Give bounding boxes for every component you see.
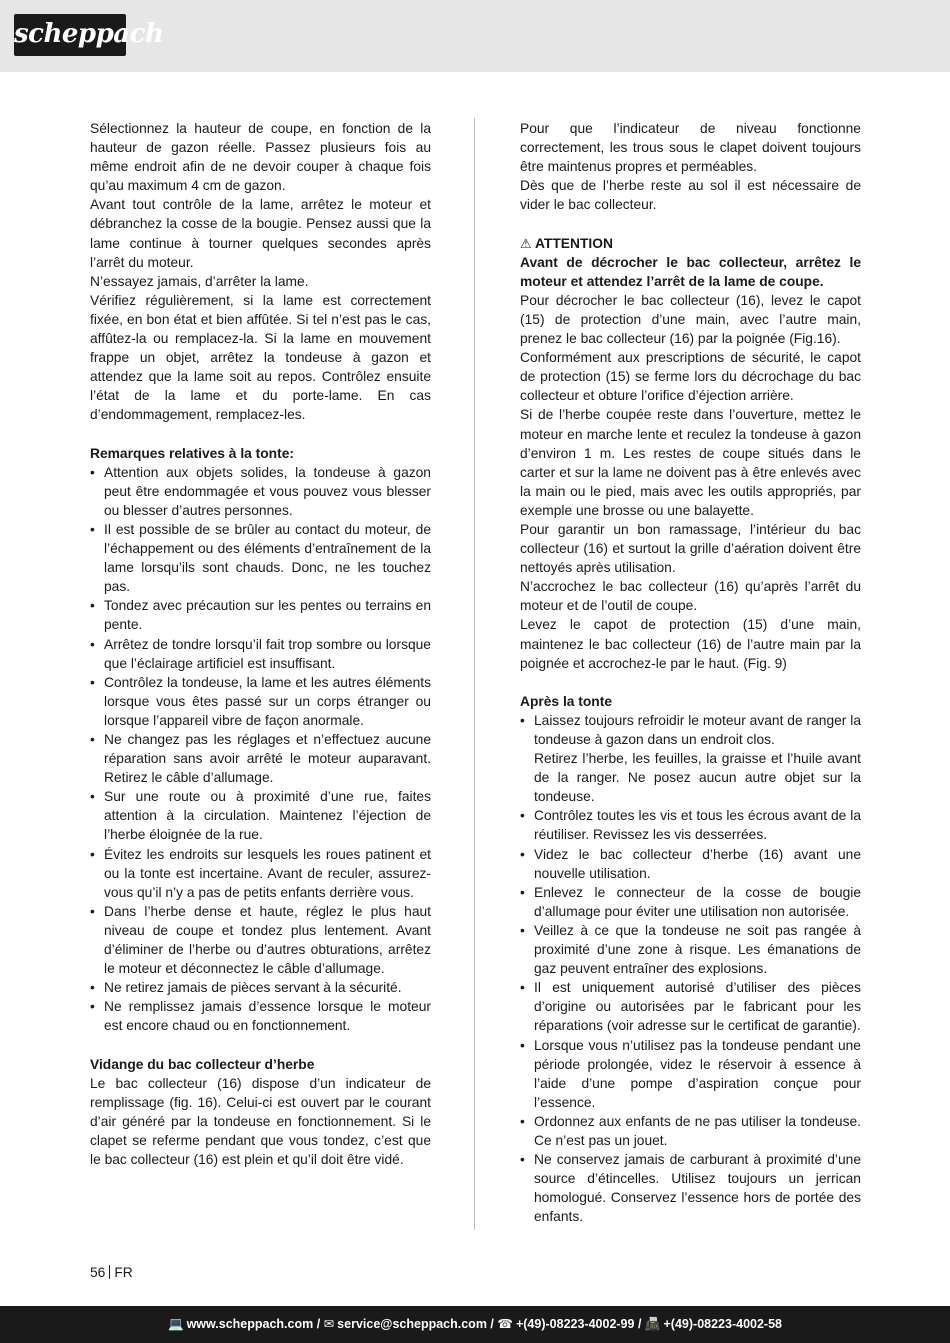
remarks-list — [90, 463, 431, 1036]
separator: / — [637, 1317, 642, 1331]
fax-number: +(49)-08223-4002-58 — [663, 1317, 782, 1331]
paragraph: Pour garantir un bon ramassage, l’intérieur du bac collecteur (16) et surtout la grille d’aération doivent être nettoyés après utilisation. — [520, 521, 861, 576]
section-heading-remarks: Remarques relatives à la tonte: — [90, 445, 294, 461]
website-link[interactable]: www.scheppach.com — [186, 1317, 314, 1331]
mail-icon: ✉ — [323, 1317, 335, 1331]
paragraph: Sélectionnez la hauteur de coupe, en fonction de la hauteur de gazon réelle. Passez plusieurs fois au même endroit afin de ne devoir couper à chaque fois qu’au maximum 4 cm de gazon. — [90, 121, 431, 194]
separator: / — [316, 1317, 321, 1331]
list-item: • Lorsque vous n’utilisez pas la tondeuse pendant une période prolongée, videz le réservoir à essence à l’aide d’une pompe d’aspiration conçue pour l’essence. — [520, 1036, 861, 1112]
separator: / — [490, 1317, 494, 1331]
list-item: • Ne remplissez jamais d’essence lorsque le moteur est encore chaud ou en fonctionnement. — [90, 997, 431, 1035]
paragraph: N’accrochez le bac collecteur (16) qu’après l’arrêt du moteur et de l’outil de coupe. — [520, 579, 861, 614]
list-item: • Videz le bac collecteur d’herbe (16) avant une nouvelle utilisation. — [520, 845, 861, 883]
list-item-text: Laissez toujours refroidir le moteur avant de ranger la tondeuse à gazon dans un endroit clos. — [534, 712, 861, 747]
list-item: • Sur une route ou à proximité d’une rue, faites attention à la circulation. Maintenez l’éjection de l’herbe éloignée de la rue. — [90, 787, 431, 844]
page-number-value: 56 — [90, 1265, 106, 1280]
warning-icon: ⚠ — [520, 235, 532, 251]
phone-number: +(49)-08223-4002-99 — [515, 1317, 635, 1331]
paragraph: Pour décrocher le bac collecteur (16), levez le capot (15) de protection d’une main, avec l’autre main, prenez le bac collecteur (16) par la poignée (Fig.16). — [520, 292, 861, 347]
paragraph: Si de l’herbe coupée reste dans l’ouverture, mettez le moteur en marche lente et reculez la tondeuse à gazon d’environ 1 m. Les restes de coupe situés dans le carter et sur la lame ne doivent pas à être enlevés avec la main ou le pied, mais avec les outils appropriés, par exemple une brosse ou une balayette. — [520, 407, 861, 518]
list-item: • Dans l’herbe dense et haute, réglez le plus haut niveau de coupe et tondez plus lentement. Avant d’éliminer de l’herbe ou d’autres obturations, arrêtez le moteur et déconnectez le câble d’allumage. — [90, 902, 431, 978]
left-column — [90, 119, 431, 1169]
list-item: • Enlevez le connecteur de la cosse de bougie d’allumage pour éviter une utilisation non autorisée. — [520, 883, 861, 921]
section-heading-emptying: Vidange du bac collecteur d’herbe — [90, 1056, 315, 1072]
attention-label: ATTENTION — [534, 235, 613, 251]
attention-bold-text: Avant de décrocher le bac collecteur, arrêtez le moteur et attendez l’arrêt de la lame de coupe. — [520, 254, 861, 289]
right-column — [520, 119, 861, 1226]
section-heading-after: Après la tonte — [520, 693, 612, 709]
brand-logo: scheppach — [14, 14, 126, 56]
list-item — [520, 711, 861, 806]
list-item: • Ne conservez jamais de carburant à proximité d’une source d’étincelles. Utilisez toujours un jerrican homologué. Conservez l’essence hors de portée des enfants. — [520, 1150, 861, 1226]
contact-footer — [0, 1306, 950, 1343]
list-item: • Veillez à ce que la tondeuse ne soit pas rangée à proximité d’une zone à risque. Les émanations de gaz peuvent entraîner des explosions. — [520, 921, 861, 978]
paragraph: Pour que l’indicateur de niveau fonctionne correctement, les trous sous le clapet doivent toujours être maintenus propres et perméables. — [520, 121, 861, 175]
after-list — [520, 711, 861, 1227]
list-item: • Contrôlez la tondeuse, la lame et les autres éléments lorsque vous êtes passé sur un corps étranger ou lorsque l’appareil vibre de façon anormale. — [90, 673, 431, 730]
paragraph: Dès que de l’herbe reste au sol il est nécessaire de vider le bac collecteur. — [520, 178, 861, 213]
fax-icon: 📠 — [644, 1317, 661, 1331]
paragraph: Vérifiez régulièrement, si la lame est correctement fixée, en bon état et bien affûtée. Si tel n’est pas le cas, affûtez-la ou remplacez-la. Si la lame en mouvement frappe un objet, arrêtez la tondeuse à gazon et attendez que la lame soit au repos. Contrôlez ensuite l’état de la lame et du porte-lame. En cas d’endommagement, remplacez-les. — [90, 292, 431, 423]
email-link[interactable]: service@scheppach.com — [337, 1317, 487, 1331]
list-item: • Contrôlez toutes les vis et tous les écrous avant de la réutiliser. Revissez les vis desserrées. — [520, 806, 861, 844]
paragraph: N’essayez jamais, d’arrêter la lame. — [90, 273, 309, 289]
list-item: • Évitez les endroits sur lesquels les roues patinent et ou la tonte est incertaine. Avant de reculer, assurez-vous qu’il n’y a pas de petits enfants derrière vous. — [90, 845, 431, 902]
column-divider — [474, 118, 475, 1230]
list-item: • Tondez avec précaution sur les pentes ou terrains en pente. — [90, 596, 431, 634]
paragraph: Conformément aux prescriptions de sécurité, le capot de protection (15) se ferme lors du décrochage du bac collecteur et obture l’orifice d’éjection arrière. — [520, 350, 861, 404]
paragraph: Avant tout contrôle de la lame, arrêtez le moteur et débranchez la cosse de la bougie. Pensez aussi que la lame continue à tourner quelques secondes après l’arrêt du moteur. — [90, 197, 431, 270]
list-item-text: Retirez l’herbe, les feuilles, la graisse et l’huile avant de la ranger. Ne posez aucun autre objet sur la tondeuse. — [534, 751, 861, 805]
list-item: • Arrêtez de tondre lorsqu’il fait trop sombre ou lorsque que l’éclairage artificiel est insuffisant. — [90, 635, 431, 673]
list-item: • Il est uniquement autorisé d’utiliser des pièces d’origine ou autorisées par le fabricant pour les réparations (voir adresse sur le certificat de garantie). — [520, 978, 861, 1035]
computer-icon: 💻 — [168, 1317, 184, 1331]
page-number — [90, 1265, 133, 1280]
attention-heading — [520, 234, 861, 253]
list-item: • Ordonnez aux enfants de ne pas utiliser la tondeuse. Ce n’est pas un jouet. — [520, 1112, 861, 1150]
list-item: • Ne retirez jamais de pièces servant à la sécurité. — [90, 978, 431, 997]
paragraph: Levez le capot de protection (15) d’une main, maintenez le bac collecteur (16) de l’autre main par la poignée et accrochez-le par le haut. (Fig. 9) — [520, 617, 861, 671]
paragraph: Le bac collecteur (16) dispose d’un indicateur de remplissage (fig. 16). Celui-ci est ouvert par le courant d’air généré par la tondeuse en fonctionnement. Si le clapet se referme pendant que vous tondez, c’est que le bac collecteur (16) est plein et qu’il doit être vidé. — [90, 1075, 431, 1168]
language-code: FR — [114, 1265, 133, 1280]
phone-icon: ☎ — [497, 1317, 513, 1331]
page-header — [0, 0, 950, 72]
list-item: • Ne changez pas les réglages et n’effectuez aucune réparation sans avoir arrêté le moteur auparavant. Retirez le câble d’allumage. — [90, 730, 431, 787]
list-item: • Il est possible de se brûler au contact du moteur, de l’échappement ou des éléments d’entraînement de la lame lorsqu’ils sont chauds. Donc, ne les touchez pas. — [90, 520, 431, 596]
list-item: • Attention aux objets solides, la tondeuse à gazon peut être endommagée et vous pouvez vous blesser ou blesser d’autres personnes. — [90, 463, 431, 520]
